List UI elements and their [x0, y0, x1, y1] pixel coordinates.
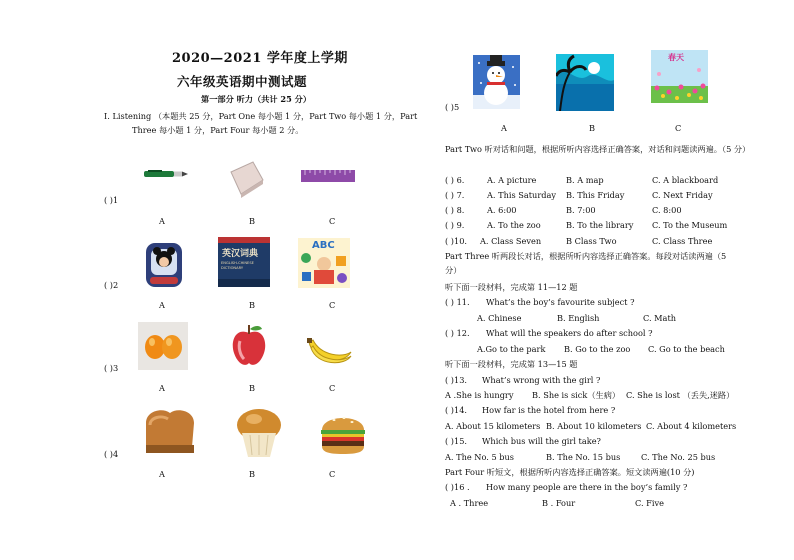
q13-option-b: B. She is sick（生病） — [532, 390, 621, 400]
q4-option-c: C — [329, 469, 336, 479]
dictionary-icon — [218, 237, 270, 287]
q10-option-c: C. Class Three — [652, 236, 713, 246]
q8-option-a: A. 6:00 — [487, 205, 517, 215]
mango-icon — [138, 322, 188, 370]
section-intro-line1: I. Listening （本题共 25 分，Part One 每小题 1 分，Part Two 每小题 1 分，Part — [104, 111, 418, 121]
q12-option-b: B. Go to the zoo — [564, 344, 631, 354]
summer-beach-icon — [556, 54, 614, 111]
q4-option-a: A — [159, 469, 165, 479]
q4-option-b: B — [249, 469, 256, 479]
q13-option-c: C. She is lost （丢失,迷路） — [626, 390, 735, 400]
q16-option-b: B . Four — [542, 498, 576, 508]
q3-option-c: C — [329, 383, 336, 393]
q12-option-a: A.Go to the park — [477, 344, 546, 354]
q1-option-a: A — [159, 216, 165, 226]
question-4-number: ( )4 — [104, 449, 119, 459]
q7-option-b: B. This Friday — [566, 190, 625, 200]
banana-icon — [305, 332, 353, 368]
question-2-number: ( )2 — [104, 280, 119, 290]
section-intro-line2: Three 每小题 1 分，Part Four 每小题 2 分。 — [132, 125, 304, 135]
eraser-icon — [225, 158, 267, 200]
snowman-icon — [473, 55, 520, 109]
q10-number: ( )10. — [445, 236, 468, 246]
q14-option-a: A. About 15 kilometers — [445, 421, 541, 431]
q6-option-a: A. A picture — [487, 175, 537, 185]
q2-option-b: B — [249, 300, 256, 310]
part-four-heading: Part Four 听短文，根据所听内容选择正确答案。短文读两遍(10 分) — [445, 467, 695, 477]
q15-text: Which bus will the girl take? — [482, 436, 601, 446]
part-one-heading: 第一部分 听力（共计 25 分） — [201, 94, 312, 104]
q9-option-b: B. To the library — [566, 220, 634, 230]
abc-book-icon — [298, 238, 350, 288]
dialog1-intro: 听下面一段材料，完成第 11—12 题 — [445, 282, 578, 292]
q2-option-a: A — [159, 300, 165, 310]
q1-option-c: C — [329, 216, 336, 226]
question-1-number: ( )1 — [104, 195, 119, 205]
q15-option-b: B. The No. 15 bus — [546, 452, 621, 462]
dialog2-intro: 听下面一段材料，完成第 13—15 题 — [445, 359, 578, 369]
q2-option-c: C — [329, 300, 336, 310]
q12-option-c: C. Go to the beach — [648, 344, 725, 354]
q7-number: ( ) 7. — [445, 190, 465, 200]
q16-option-c: C. Five — [635, 498, 664, 508]
q1-option-b: B — [249, 216, 256, 226]
q13-option-a: A .She is hungry — [445, 390, 514, 400]
q14-text: How far is the hotel from here ? — [482, 405, 616, 415]
q12-text: What will the speakers do after school ? — [486, 328, 653, 338]
q14-number: ( )14. — [445, 405, 468, 415]
q9-option-c: C. To the Museum — [652, 220, 728, 230]
q6-number: ( ) 6. — [445, 175, 465, 185]
q3-option-b: B — [249, 383, 256, 393]
q12-number: ( ) 12. — [445, 328, 470, 338]
q16-text: How many people are there in the boy’s family ? — [486, 482, 688, 492]
part-three-heading-line2: 分） — [445, 265, 462, 275]
question-5-number: ( )5 — [445, 102, 460, 112]
q16-option-a: A . Three — [450, 498, 489, 508]
spring-label: 春天 — [668, 53, 684, 62]
exam-subtitle: 六年级英语期中测试题 — [177, 74, 308, 89]
exam-title: 2020—2021 学年度上学期 — [172, 51, 348, 66]
dictionary-sub-text: ENGLISH-CHINESE DICTIONARY — [221, 261, 254, 270]
q11-number: ( ) 11. — [445, 297, 470, 307]
pen-icon — [142, 166, 188, 180]
q15-option-c: C. The No. 25 bus — [641, 452, 716, 462]
q10-option-a: A. Class Seven — [480, 236, 542, 246]
q9-number: ( ) 9. — [445, 220, 465, 230]
q8-option-c: C. 8:00 — [652, 205, 682, 215]
apple-icon — [226, 321, 272, 369]
part-three-heading-line1: Part Three 听两段长对话，根据所听内容选择正确答案。每段对话读两遍（5 — [445, 251, 727, 261]
q5-option-b: B — [589, 123, 596, 133]
q15-option-a: A. The No. 5 bus — [445, 452, 514, 462]
q15-number: ( )15. — [445, 436, 468, 446]
hamburger-icon — [318, 410, 368, 456]
q13-number: ( )13. — [445, 375, 468, 385]
q6-option-c: C. A blackboard — [652, 175, 719, 185]
q11-option-c: C. Math — [643, 313, 677, 323]
bread-icon — [140, 405, 198, 455]
q14-option-c: C. About 4 kilometers — [646, 421, 737, 431]
q6-option-b: B. A map — [566, 175, 604, 185]
q8-number: ( ) 8. — [445, 205, 465, 215]
q10-option-b: B Class Two — [566, 236, 617, 246]
q11-text: What’s the boy’s favourite subject ? — [486, 297, 635, 307]
question-3-number: ( )3 — [104, 363, 119, 373]
q3-option-a: A — [159, 383, 165, 393]
q14-option-b: B. About 10 kilometers — [546, 421, 642, 431]
q7-option-c: C. Next Friday — [652, 190, 713, 200]
dictionary-title-text: 英汉词典 — [222, 249, 259, 259]
q8-option-b: B. 7:00 — [566, 205, 596, 215]
q5-option-c: C — [675, 123, 682, 133]
q11-option-a: A. Chinese — [477, 313, 522, 323]
q5-option-a: A — [501, 123, 507, 133]
q11-option-b: B. English — [557, 313, 600, 323]
cupcake-icon — [230, 405, 288, 459]
q7-option-a: A. This Saturday — [487, 190, 556, 200]
q13-text: What’s wrong with the girl ? — [482, 375, 601, 385]
schoolbag-icon — [140, 237, 188, 289]
q16-number: ( )16 . — [445, 482, 470, 492]
abc-text: ABC — [312, 240, 335, 251]
q9-option-a: A. To the zoo — [487, 220, 541, 230]
part-two-heading: Part Two 听对话和问题，根据所听内容选择正确答案，对话和问题读两遍。（5 分） — [445, 144, 751, 154]
spring-flowers-icon — [651, 50, 708, 103]
ruler-icon — [300, 167, 356, 185]
